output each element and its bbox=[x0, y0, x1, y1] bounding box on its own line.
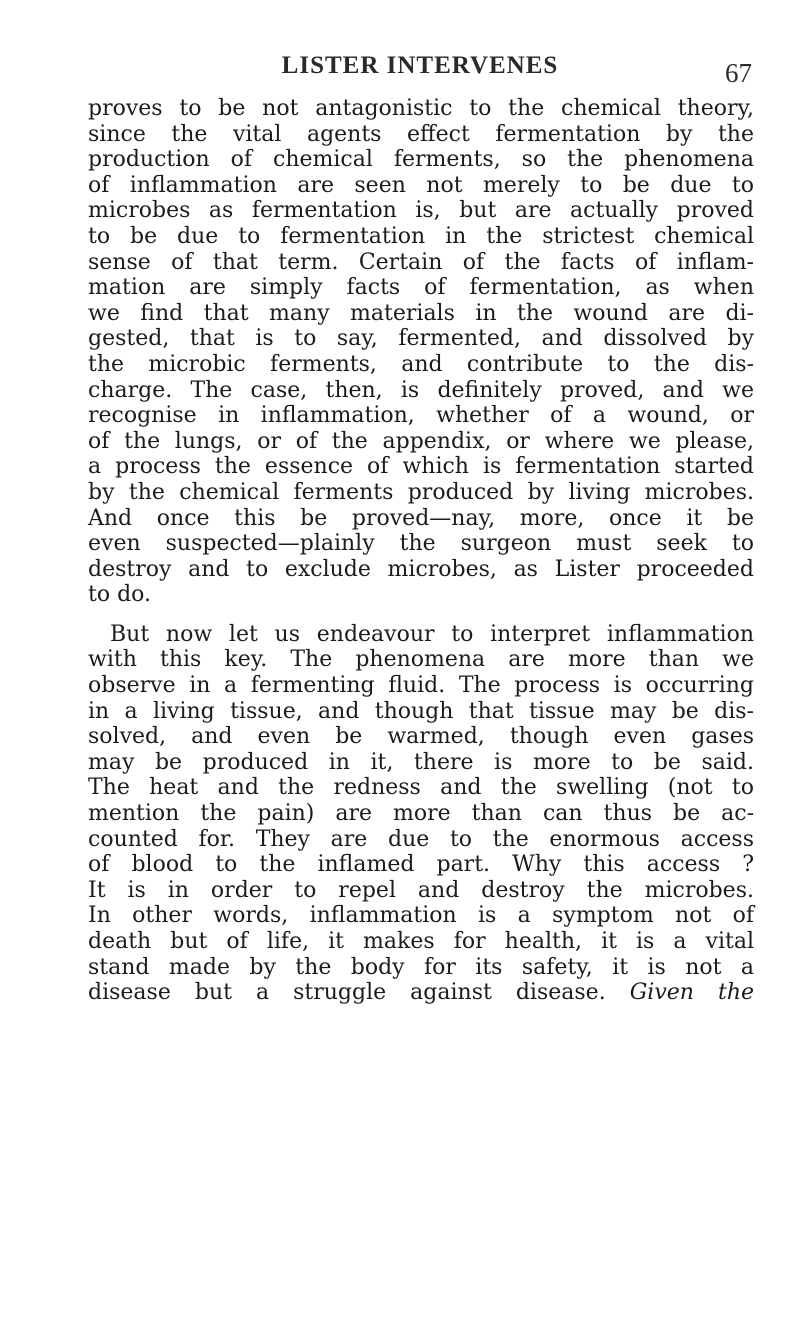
text-line: the microbic ferments, and contribute to the dis- bbox=[88, 351, 754, 377]
text-line: in a living tissue, and though that tissue may be dis- bbox=[88, 698, 754, 724]
paragraph-2 bbox=[88, 622, 754, 1006]
text-line: It is in order to repel and destroy the microbes. bbox=[88, 877, 754, 903]
text-line: proves to be not antagonistic to the chemical theory, bbox=[88, 96, 754, 121]
text-line: death but of life, it makes for health, it is a vital bbox=[88, 929, 754, 954]
text-line: since the vital agents effect fermentation by the bbox=[88, 121, 754, 147]
text-line: microbes as fermentation is, but are actually proved bbox=[88, 198, 754, 224]
text-line: The heat and the redness and the swelling (not to bbox=[88, 775, 754, 801]
body-text bbox=[88, 96, 754, 1006]
text-line: mention the pain) are more than can thus be ac- bbox=[88, 801, 754, 827]
page-number: 67 bbox=[725, 58, 752, 88]
text-line: destroy and to exclude microbes, as Lister proceeded bbox=[88, 556, 754, 582]
running-head: LISTER INTERVENES bbox=[281, 52, 559, 79]
final-line-text: disease but a struggle against disease. bbox=[88, 980, 606, 1006]
text-line: charge. The case, then, is definitely proved, and we bbox=[88, 377, 754, 403]
text-line: of inflammation are seen not merely to be due to bbox=[88, 172, 754, 198]
text-line: by the chemical ferments produced by living microbes. bbox=[88, 479, 754, 505]
text-line: solved, and even be warmed, though even gases bbox=[88, 724, 754, 750]
page-header bbox=[88, 52, 752, 92]
text-line: with this key. The phenomena are more than we bbox=[88, 647, 754, 673]
text-line: to be due to fermentation in the strictest chemical bbox=[88, 223, 754, 249]
text-line: counted for. They are due to the enormous access bbox=[88, 826, 754, 852]
text-line: we find that many materials in the wound are di- bbox=[88, 300, 754, 326]
text-line: But now let us endeavour to interpret inflammation bbox=[110, 621, 754, 647]
text-line: production of chemical ferments, so the phenomena bbox=[88, 147, 754, 173]
text-line: And once this be proved—nay, more, once it be bbox=[88, 505, 754, 531]
text-line: may be produced in it, there is more to be said. bbox=[88, 749, 754, 775]
final-line-italic: Given the bbox=[629, 980, 755, 1006]
text-line: of the lungs, or of the appendix, or where we please, bbox=[88, 428, 754, 454]
text-line: of blood to the inflamed part. Why this access ? bbox=[88, 852, 754, 878]
text-line: recognise in inflammation, whether of a wound, or bbox=[88, 403, 754, 429]
text-line: a process the essence of which is fermentation started bbox=[88, 454, 754, 480]
text-line: sense of that term. Certain of the facts of inflam- bbox=[88, 249, 754, 275]
paragraph-1 bbox=[88, 96, 754, 608]
text-line: observe in a fermenting fluid. The process is occurring bbox=[88, 673, 754, 699]
text-line: gested, that is to say, fermented, and dissolved by bbox=[88, 326, 754, 352]
text-line: In other words, inflammation is a symptom not of bbox=[88, 903, 754, 929]
text-line: stand made by the body for its safety, it is not a bbox=[88, 954, 754, 980]
text-line: even suspected—plainly the surgeon must seek to bbox=[88, 531, 754, 557]
text-line-final bbox=[88, 980, 754, 1006]
text-line: mation are simply facts of fermentation, as when bbox=[88, 275, 754, 301]
text-line: to do. bbox=[88, 582, 152, 608]
